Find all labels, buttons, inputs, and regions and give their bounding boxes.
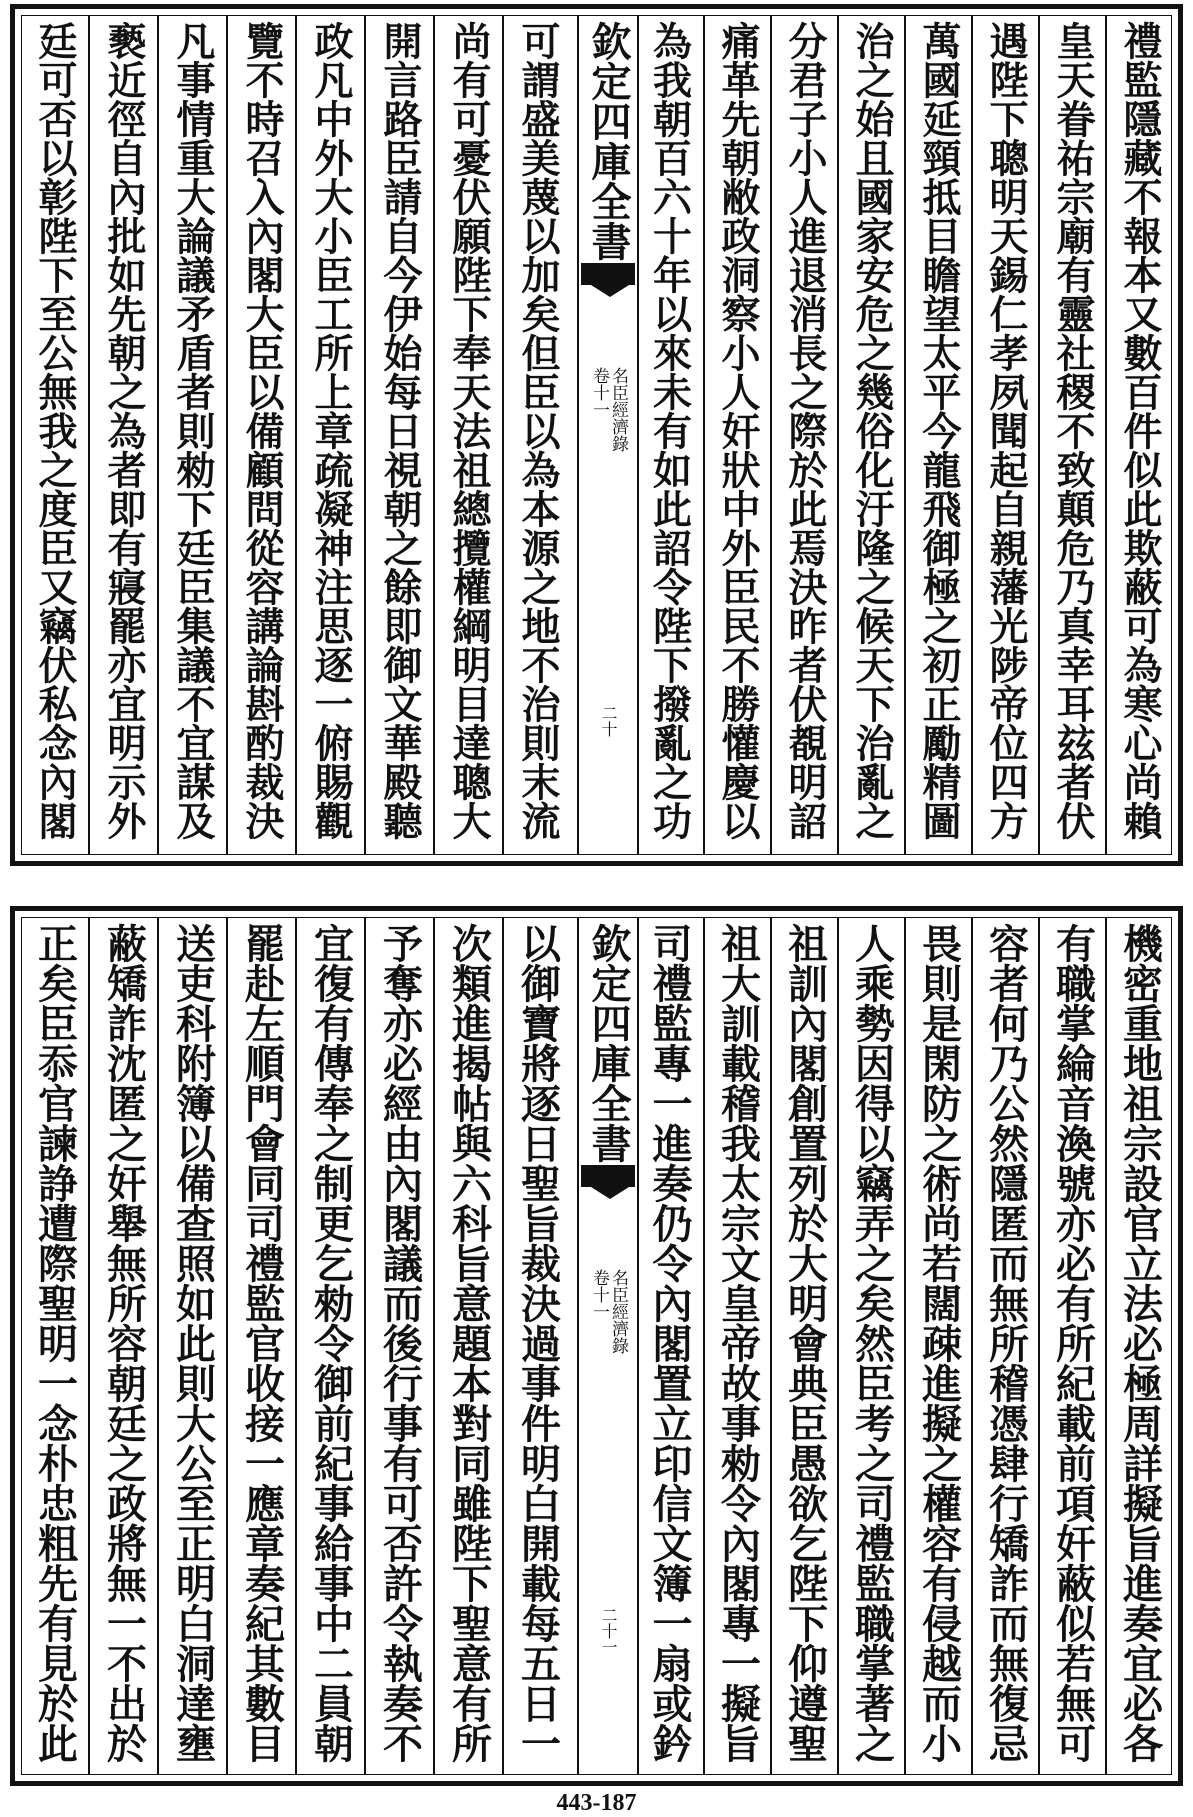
text-column: 罷赴左順門會同司禮監官收接一應章奏紀其數目 (226, 917, 295, 1775)
bottom-left-half (21, 917, 571, 1775)
page-code: 443-187 (556, 1790, 637, 1816)
page-heart (577, 15, 639, 855)
top-right-half (635, 15, 1172, 855)
book-info (579, 1269, 637, 1354)
text-column: 皇天眷祐宗廟有靈社稷不致顛危乃真幸耳玆者伏 (1038, 15, 1105, 855)
text-column: 痛革先朝敝政洞察小人奸狀中外臣民不勝懽慶以 (703, 15, 770, 855)
text-column: 正矣臣忝官諫諍遭際聖明一念朴忠粗先有見於此 (31, 923, 79, 1763)
text-column: 覽不時召入內閣大臣以備顧問從容講論斟酌裁決 (226, 15, 295, 855)
page-number: 二十 (599, 705, 618, 737)
book-name: 名臣經濟錄 (608, 367, 628, 452)
page-number: 二十一 (599, 1607, 618, 1655)
text-column: 次類進揭帖與六科旨意題本對同雖陛下聖意有所 (433, 917, 502, 1775)
page-heart (577, 917, 639, 1775)
text-column: 治之始且國家安危之幾俗化汙隆之候天下治亂之 (837, 15, 904, 855)
text-column: 畏則是閑防之術尚若闊疎進擬之權容有侵越而小 (904, 917, 971, 1775)
juan-label: 卷十一 (589, 1269, 609, 1320)
text-column: 宜復有傳奉之制更乞勑令御前紀事給事中二員朝 (295, 917, 364, 1775)
bottom-page (10, 906, 1183, 1786)
book-info (579, 367, 637, 452)
text-column: 尚有可憂伏願陛下奉天法祖總攬權綱明目達聰大 (433, 15, 502, 855)
top-page (10, 4, 1183, 866)
text-column: 政凡中外大小臣工所上章疏凝神注思逐一俯賜觀 (295, 15, 364, 855)
text-column: 凡事情重大論議矛盾者則勑下廷臣集議不宜謀及 (157, 15, 226, 855)
book-title: 欽定四庫全書 (585, 923, 632, 1163)
bottom-right-half (635, 917, 1172, 1775)
text-column: 可謂盛美蔑以加矣但臣以為本源之地不治則末流 (502, 15, 571, 855)
text-column: 遇陛下聰明天錫仁孝夙聞起自親藩光陟帝位四方 (971, 15, 1038, 855)
text-column: 祖訓內閣創置列於大明會典臣愚欲乞陛下仰遵聖 (770, 917, 837, 1775)
text-column: 開言路臣請自今伊始每日視朝之餘即御文華殿聽 (364, 15, 433, 855)
fish-tail-ornament (581, 263, 635, 285)
text-column: 以御寶將逐日聖旨裁決過事件明白開載每五日一 (502, 917, 571, 1775)
text-column: 蔽矯詐沈匿之奸舉無所容朝廷之政將無一不出於 (88, 917, 157, 1775)
text-column: 為我朝百六十年以來未有如此詔令陛下撥亂之功 (646, 21, 693, 840)
text-column: 送吏科附簿以備查照如此則大公至正明白洞達壅 (157, 917, 226, 1775)
text-column: 褻近徑自內批如先朝之為者即有寢罷亦宜明示外 (88, 15, 157, 855)
fish-tail-ornament (581, 1165, 635, 1187)
text-column: 廷可否以彰陛下至公無我之度臣又竊伏私念內閣 (32, 21, 78, 840)
book-title: 欽定四庫全書 (585, 21, 632, 261)
top-left-half (21, 15, 571, 855)
text-column: 機密重地祖宗設官立法必極周詳擬旨進奏宜必各 (1105, 917, 1172, 1775)
text-column: 禮監隱藏不報本又數百件似此欺蔽可為寒心尚賴 (1105, 15, 1172, 855)
text-column: 予奪亦必經由內閣議而後行事有可否許令執奏不 (364, 917, 433, 1775)
juan-label: 卷十一 (589, 367, 609, 418)
text-column: 分君子小人進退消長之際於此焉決昨者伏覩明詔 (770, 15, 837, 855)
text-column: 有職掌綸音渙號亦必有所紀載前項奸蔽似若無可 (1038, 917, 1105, 1775)
text-column: 萬國延頸抵目瞻望太平今龍飛御極之初正勵精圖 (904, 15, 971, 855)
text-column: 司禮監專一進奏仍令內閣置立印信文簿一扇或鈐 (646, 923, 693, 1763)
text-column: 祖大訓載稽我太宗文皇帝故事勑令內閣專一擬旨 (703, 917, 770, 1775)
book-name: 名臣經濟錄 (608, 1269, 628, 1354)
text-column: 容者何乃公然隱匿而無所稽憑肆行矯詐而無復忌 (971, 917, 1038, 1775)
text-column: 人乘勢因得以竊弄之矣然臣考之司禮監職掌著之 (837, 917, 904, 1775)
